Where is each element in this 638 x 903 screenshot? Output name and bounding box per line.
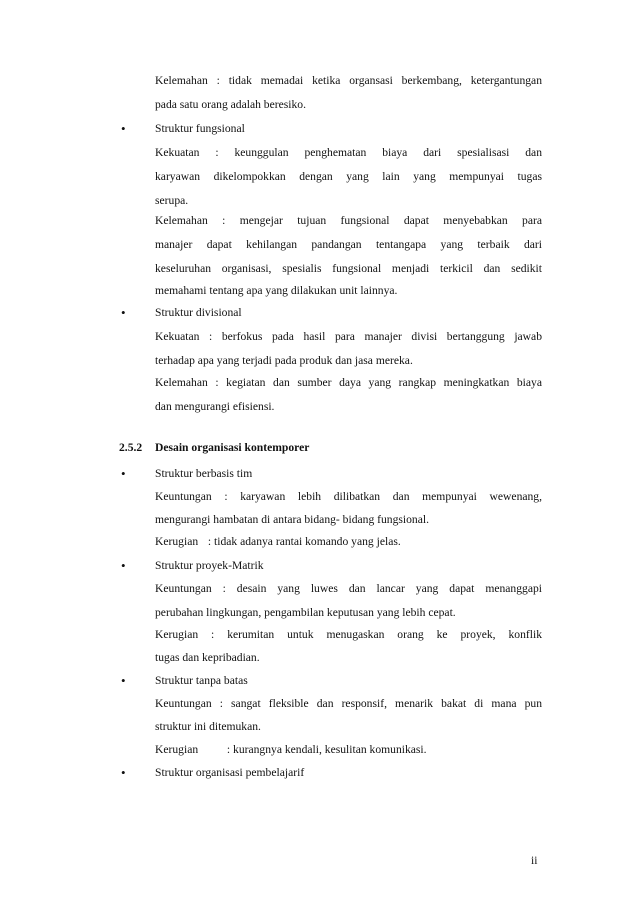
bullet-icon: • (121, 673, 126, 688)
kerugian-line (155, 534, 401, 550)
item-title-pembelajarif: Struktur organisasi pembelajarif (155, 766, 305, 779)
text-line: memahami tentang apa yang dilakukan unit lainnya. (155, 284, 398, 297)
kerugian-text: : kurangnya kendali, kesulitan komunikasi. (226, 743, 427, 756)
kerugian-text: : tidak adanya rantai komando yang jelas. (207, 535, 401, 548)
text-line: manajer dapat kehilangan pandangan tentangapa yang terbaik dari (155, 238, 542, 251)
text-line: tugas dan kepribadian. (155, 651, 260, 664)
item-title-fungsional: Struktur fungsional (155, 122, 245, 135)
item-title-tanpa-batas: Struktur tanpa batas (155, 674, 248, 687)
bullet-icon: • (121, 765, 126, 780)
text-line: Keuntungan : sangat fleksible dan responsif, menarik bakat di mana pun (155, 697, 542, 710)
kerugian-label: Kerugian (155, 535, 199, 548)
bullet-icon: • (121, 121, 126, 136)
text-line: serupa. (155, 194, 189, 207)
kerugian-label: Kerugian (155, 743, 199, 756)
text-line: dan mengurangi efisiensi. (155, 400, 275, 413)
text-line: Keuntungan : desain yang luwes dan lancar yang dapat menanggapi (155, 582, 542, 595)
text-line: Kekuatan : keunggulan penghematan biaya dari spesialisasi dan (155, 146, 542, 159)
page-number: ii (531, 854, 538, 867)
text-line: Kelemahan : tidak memadai ketika organsasi berkembang, ketergantungan (155, 74, 542, 87)
text-line: Kekuatan : berfokus pada hasil para manajer divisi bertanggung jawab (155, 330, 542, 343)
kerugian-line (155, 742, 427, 758)
text-line: struktur ini ditemukan. (155, 720, 261, 733)
text-line: perubahan lingkungan, pengambilan keputusan yang lebih cepat. (155, 606, 456, 619)
text-line: terhadap apa yang terjadi pada produk dan jasa mereka. (155, 354, 413, 367)
section-title: Desain organisasi kontemporer (155, 441, 310, 454)
text-line: Kelemahan : kegiatan dan sumber daya yang rangkap meningkatkan biaya (155, 376, 542, 389)
bullet-icon: • (121, 466, 126, 481)
text-line: Kelemahan : mengejar tujuan fungsional dapat menyebabkan para (155, 214, 542, 227)
bullet-icon: • (121, 558, 126, 573)
item-title-divisional: Struktur divisional (155, 306, 242, 319)
bullet-icon: • (121, 305, 126, 320)
section-number: 2.5.2 (119, 441, 143, 454)
text-line: Kerugian : kerumitan untuk menugaskan orang ke proyek, konflik (155, 628, 542, 641)
item-title-tim: Struktur berbasis tim (155, 467, 253, 480)
text-line: mengurangi hambatan di antara bidang- bidang fungsional. (155, 513, 429, 526)
text-line: keseluruhan organisasi, spesialis fungsional menjadi terkicil dan sedikit (155, 262, 542, 275)
text-line: pada satu orang adalah beresiko. (155, 98, 306, 111)
text-line: karyawan dikelompokkan dengan yang lain yang mempunyai tugas (155, 170, 542, 183)
item-title-matrik: Struktur proyek-Matrik (155, 559, 264, 572)
text-line: Keuntungan : karyawan lebih dilibatkan dan mempunyai wewenang, (155, 490, 542, 503)
